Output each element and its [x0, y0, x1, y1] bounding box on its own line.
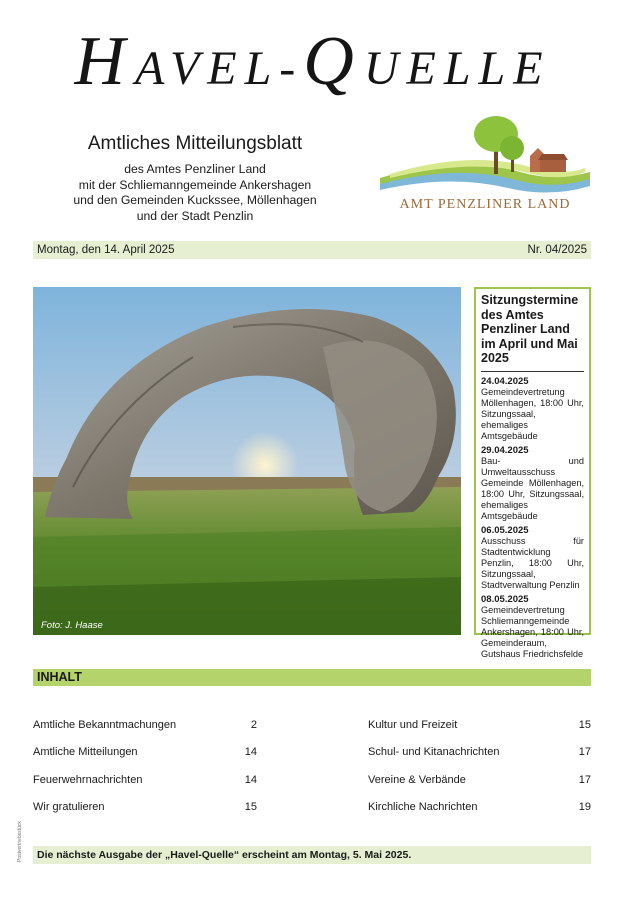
toc-page: 2 — [250, 719, 257, 731]
meeting-date: 06.05.2025 — [481, 524, 529, 536]
toc-label: Schul- und Kitanachrichten — [368, 746, 500, 759]
issue-date: Montag, den 14. April 2025 — [37, 244, 175, 256]
meeting-date: 24.04.2025 — [481, 375, 529, 387]
toc-page: 17 — [578, 773, 591, 786]
meeting-dates-box — [474, 287, 591, 659]
masthead-initial-q: Q — [303, 23, 364, 100]
toc-page: 14 — [244, 746, 257, 759]
toc-page: 17 — [578, 746, 591, 759]
toc-row[interactable] — [33, 773, 257, 800]
masthead-hyphen: - — [279, 42, 304, 95]
toc-page: 19 — [578, 800, 591, 813]
masthead-word-1: AVEL — [135, 42, 280, 95]
next-issue-notice: Die nächste Ausgabe der „Havel-Quelle“ erscheint am Montag, 5. Mai 2025. — [33, 846, 591, 864]
cover-photo — [33, 287, 461, 635]
subtitle-line: und den Gemeinden Kuckssee, Möllenhagen — [73, 193, 317, 207]
masthead-title — [0, 22, 625, 109]
meeting-entry — [481, 525, 584, 591]
meeting-entry — [481, 594, 584, 660]
logo-text: AMT PENZLINER LAND — [399, 197, 571, 212]
toc-label: Kultur und Freizeit — [368, 719, 458, 731]
toc-label: Kirchliche Nachrichten — [368, 800, 478, 813]
subtitle-line: mit der Schliemanngemeinde Ankershagen — [78, 177, 312, 192]
toc-label: Amtliche Bekanntmachungen — [33, 719, 177, 731]
subtitle-heading: Amtliches Mitteilungsblatt — [87, 133, 303, 154]
meeting-text: Gemeindevertretung Schliemanngemeinde Ankershagen, 18:00 Uhr, Gemeinderaum, Gutshaus Friedrichsfelde — [481, 604, 584, 659]
toc-label: Vereine & Verbände — [368, 773, 466, 786]
toc-label: Wir gratulieren — [33, 800, 105, 813]
date-band — [33, 241, 591, 259]
meeting-date: 29.04.2025 — [481, 444, 529, 456]
meeting-entry — [481, 376, 584, 442]
toc-page: 15 — [244, 800, 257, 813]
meeting-date: 08.05.2025 — [481, 593, 529, 605]
toc-label: Feuerwehrnachrichten — [33, 773, 143, 786]
toc-row[interactable] — [33, 800, 257, 827]
toc-label: Amtliche Mitteilungen — [33, 746, 138, 759]
toc-page: 14 — [244, 773, 257, 786]
toc-page: 15 — [578, 719, 591, 731]
toc-column-right — [368, 718, 591, 827]
toc-row[interactable] — [33, 718, 257, 745]
meeting-entry — [481, 445, 584, 522]
meeting-text: Bau- und Umweltausschuss Gemeinde Möllenhagen, 18:00 Uhr, Sitzungssaal, ehemaliges Amtsgebäude — [481, 455, 584, 521]
subtitle-line: des Amtes Penzliner Land — [124, 162, 266, 176]
meeting-text: Gemeindevertretung Möllenhagen, 18:00 Uhr, Sitzungssaal, ehemaliges Amtsgebäude — [481, 386, 584, 441]
toc-column-left — [33, 718, 257, 827]
meeting-dates-title: Sitzungstermine des Amtes Penzliner Land im April und Mai 2025 — [481, 293, 584, 372]
toc-row[interactable] — [368, 773, 591, 800]
toc-row[interactable] — [33, 745, 257, 772]
amt-logo-icon — [380, 112, 590, 222]
publication-subtitle — [40, 132, 350, 224]
toc-row[interactable] — [368, 718, 591, 745]
toc-row[interactable] — [368, 800, 591, 827]
postal-side-text: Postvertriebsstück — [17, 821, 23, 862]
meeting-text: Ausschuss für Stadtentwicklung Penzlin, 18:00 Uhr, Sitzungssaal, Stadtverwaltung Penzlin — [481, 535, 584, 590]
masthead-initial-h: H — [74, 23, 136, 100]
subtitle-line: und der Stadt Penzlin — [136, 208, 254, 223]
masthead-word-2: UELLE — [363, 42, 551, 95]
toc-row[interactable] — [368, 745, 591, 772]
photo-illustration — [33, 287, 461, 635]
contents-heading: INHALT — [33, 669, 591, 686]
issue-number: Nr. 04/2025 — [527, 244, 587, 256]
photo-credit: Foto: J. Haase — [41, 620, 103, 631]
